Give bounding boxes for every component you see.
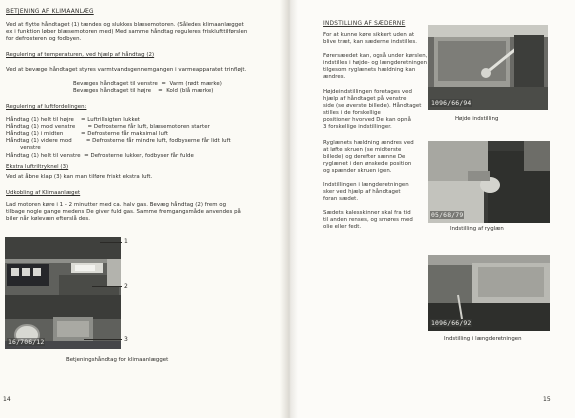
backrest-photo (428, 141, 550, 223)
para3-line2: hjælp af håndtaget på venstre (323, 96, 407, 102)
para5-line3: foran sædet. (323, 196, 359, 202)
para5-line2: sker ved hjælp af håndtaget (323, 189, 401, 195)
intro-line-1: Ved at flytte håndtaget (1) tændes og slukkes blæsemotoren. (Således klimaanlægget (6, 22, 244, 28)
para2-line4: ændres. (323, 74, 346, 80)
left-photo-caption: Betjeningshåndtag for klimaanlægget (66, 357, 169, 363)
intro-line-3: for defrosteren og fodbyen. (6, 36, 82, 42)
left-photo-code: 16/706/12 (8, 338, 45, 346)
para4-line4: ryglænet i den ønskede position (323, 161, 412, 167)
para5-line1: Indstillingen i længderetningen (323, 182, 409, 188)
para3-line4: stilles i de forskellige (323, 110, 381, 116)
para1-line2: blive træt, kan sæderne indstilles. (323, 39, 418, 45)
air-row-2: Håndtag (1) mod venstre = Defrosterne får luft, blæsemotoren starter (6, 124, 210, 130)
para4-line5: og spænder skruen igen. (323, 168, 392, 174)
control-panel-illustration (5, 237, 121, 349)
air-row-5: venstre (6, 145, 41, 151)
temp-body: Ved at bevæge håndtaget styres varmtvandsgennemgangen i varmeapparatet trinfløjt. (6, 67, 247, 73)
callout-1: 1 (124, 238, 128, 245)
callout-line-2 (92, 286, 122, 287)
para3-line3: side (se øverste billede). Håndtaget (323, 103, 422, 109)
para3-line1: Højdeindstillingen foretages ved (323, 89, 412, 95)
photo1-code: 1096/66/94 (431, 99, 472, 107)
disconnect-heading: Udkobling af Klimaanlæget (6, 190, 81, 196)
seat-height-photo (428, 25, 548, 110)
para4-line3: billede) og derefter sænne De (323, 154, 406, 160)
para1-line1: For at kunne køre sikkert uden at (323, 32, 415, 38)
air-heading: Regulering af luftfordelingen: (6, 104, 87, 110)
temp-position-left: Bevæges håndtaget til venstre = Varm (rødt mærke) (73, 81, 222, 87)
para4-line2: at løfte skruen (se midterste (323, 147, 402, 153)
temp-heading: Regulering af temperaturen, ved hjælp af håndtag (2) (6, 52, 155, 58)
para3-line6: 3 forskellige indstillinger. (323, 124, 392, 130)
para6-line2: til anden renses, og smøres med (323, 217, 413, 223)
callout-3: 3 (124, 336, 128, 343)
extra-heading: Ekstra luftriltryknel (3) (6, 164, 69, 170)
photo1-caption: Højde indstilling (455, 116, 499, 122)
para6-line3: olie eller fedt. (323, 224, 362, 230)
photo3-code: 1096/66/92 (431, 319, 472, 327)
extra-body: Ved at åbne klap (3) kan man tilføre friskt ekstra luft. (6, 174, 153, 180)
control-panel-photo (5, 237, 121, 349)
callout-line-3 (84, 339, 122, 340)
air-row-3: Håndtag (1) i midten = Defrosterne får maksimal luft (6, 131, 169, 137)
air-row-6: Håndtag (1) helt til venstre = Defrosterne lukker, fodbyser får fulde (6, 153, 194, 159)
para3-line5: positioner hvorved De kan opnå (323, 117, 411, 123)
fore-aft-photo (428, 255, 550, 331)
para6-line1: Sædets kalesskinner skal fra tid (323, 210, 411, 216)
photo2-caption: Indstilling af ryglæn (450, 226, 504, 232)
right-page (288, 0, 575, 418)
seat-height-illustration (428, 25, 548, 110)
callout-line-1 (100, 242, 122, 243)
left-heading: BETJENING AF KLIMAANLÆG (6, 9, 94, 15)
para4-line1: Ryglænets hældning ændres ved (323, 140, 414, 146)
callout-2: 2 (124, 283, 128, 290)
para2-line3: tilgesom ryglænets hældning kan (323, 67, 416, 73)
para2-line2: indstilles i højde- og længderetningen (323, 60, 428, 66)
right-page-number: 15 (543, 396, 551, 403)
air-row-1: Håndtag (1) helt til højre = Luftrillsigten lukket (6, 117, 140, 123)
book-gutter (280, 0, 298, 418)
air-row-4: Håndtag (1) videre mod = Defrosterne får mindre luft, fodbyserne får lidt luft (6, 138, 231, 144)
photo3-caption: Indstilling i længderetningen (444, 336, 522, 342)
disconnect-line-2: tilbage nogle gange medens De giver fuld gas. Samme fremgangsmåde anvendes på (6, 209, 241, 215)
left-page-number: 14 (3, 396, 11, 403)
para2-line1: Førersæedet kan, også under kørslen, (323, 53, 428, 59)
intro-line-2: ex i funktion løber blæsemotoren med) Med samme håndtag reguleres frisklufttilførslen (6, 29, 248, 35)
disconnect-line-1: Lad motoren køre i 1 - 2 minutter med ca. halv gas. Bevæg håndtag (2) frem og (6, 202, 227, 208)
photo2-code: 05/68/79 (431, 211, 464, 219)
temp-position-right: Bevæges håndtaget til højre = Kold (blå mærke) (73, 88, 214, 94)
disconnect-line-3: biler når kølevæn efterslå des. (6, 216, 91, 222)
right-heading: INDSTILLING AF SÆDERNE (323, 21, 406, 27)
